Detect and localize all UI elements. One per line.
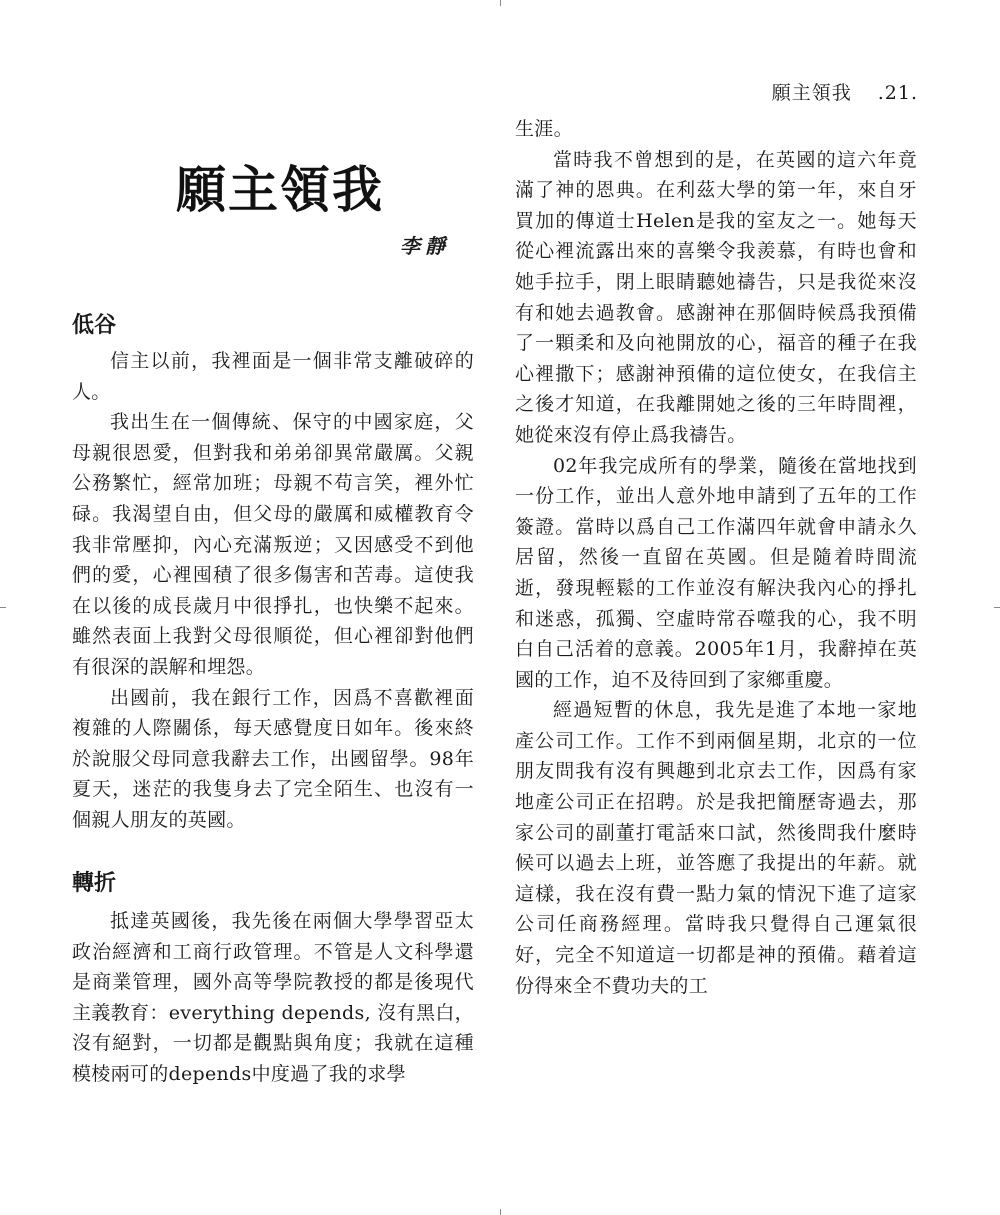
crop-mark-left [0,607,6,608]
running-head [772,78,918,105]
right-column [515,114,917,1001]
section-heading-1: 低谷 [72,313,117,338]
article-title: 願主領我 [176,161,384,219]
paragraph: 抵達英國後，我先後在兩個大學學習亞太政治經濟和工商行政管理。不管是人文科學還是商業管理，國外高等學院教授的都是後現代主義教育：everything depends, 沒有黑白，沒有絕對，一切都是觀點與角度；我就在這種模棱兩可的depends中度過了我的求學 [72,910,474,1085]
paragraph: 經過短暫的休息，我先是進了本地一家地產公司工作。工作不到兩個星期，北京的一位朋友問我有沒有興趣到北京去工作，因爲有家地產公司正在招聘。於是我把簡歷寄過去，那家公司的副董打電話來口試，然後問我什麼時候可以過去上班，並答應了我提出的年薪。就這樣，我在沒有費一點力氣的情況下進了這家公司任商務經理。當時我只覺得自己運氣很好，完全不知道這一切都是神的預備。藉着這份得來全不費功夫的工 [515,699,917,997]
paragraph: 當時我不曾想到的是，在英國的這六年竟滿了神的恩典。在利茲大學的第一年，來自牙買加的傳道士Helen是我的室友之一。她每天從心裡流露出來的喜樂令我羨慕，有時也會和她手拉手，閉上眼睛聽她禱告，只是我從來沒有和她去過教會。感謝神在那個時候爲我預備了一顆柔和及向祂開放的心，福音的種子在我心裡撒下；感謝神預備的這位使女，在我信主之後才知道，在我離開她之後的三年時間裡，她從來沒有停止爲我禱告。 [515,148,917,446]
paragraph: 我出生在一個傳統、保守的中國家庭，父母親很恩愛，但對我和弟弟卻異常嚴厲。父親公務繁忙，經常加班；母親不苟言笑，裡外忙碌。我渴望自由，但父母的嚴厲和威權教育令我非常壓抑，內心充滿叛逆；又因感受不到他們的愛，心裡囤積了很多傷害和苦毒。這使我在以後的成長歲月中很掙扎，也快樂不起來。雖然表面上我對父母很順從，但心裡卻對他們有很深的誤解和埋怨。 [72,411,474,678]
running-head-title: 願主領我 [771,82,852,104]
crop-mark-right [994,607,1000,608]
crop-mark-top [500,0,501,6]
section-2-body [72,906,474,1090]
paragraph: 出國前，我在銀行工作，因爲不喜歡裡面複雜的人際關係，每天感覺度日如年。後來終於說服父母同意我辭去工作，出國留學。98年夏天，迷茫的我隻身去了完全陌生、也沒有一個親人朋友的英國。 [72,686,474,831]
article-author: 李靜 [400,234,450,258]
paragraph: 信主以前，我裡面是一個非常支離破碎的人。 [72,350,474,403]
paragraph: 02年我完成所有的學業，隨後在當地找到一份工作，並出人意外地申請到了五年的工作簽證。當時以爲自己工作滿四年就會申請永久居留，然後一直留在英國。但是隨着時間流逝，發現輕鬆的工作並沒有解決我內心的掙扎和迷惑，孤獨、空虛時常吞噬我的心，我不明白自己活着的意義。2005年1月，我辭掉在英國的工作，迫不及待回到了家鄉重慶。 [515,454,917,691]
section-heading-2: 轉折 [72,871,117,896]
crop-mark-bottom [500,1209,501,1215]
section-1-body [72,346,474,836]
page-number: .21. [877,82,918,104]
paragraph: 生涯。 [515,118,573,140]
